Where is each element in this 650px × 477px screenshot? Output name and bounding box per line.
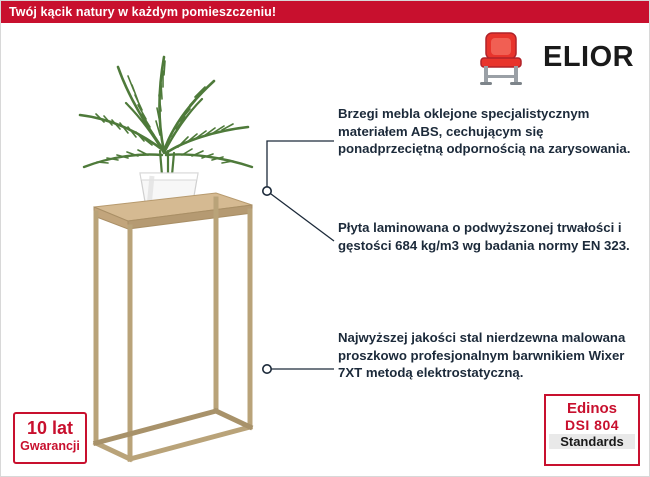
edinos-badge (544, 394, 640, 466)
guarantee-label: Gwarancji (20, 439, 80, 453)
brand-logo (473, 31, 641, 87)
red-chair-icon (473, 31, 535, 87)
note-laminated-board: Płyta laminowana o podwyższonej trwałości i gęstości 684 kg/m3 wg badania normy EN 323. (338, 220, 630, 253)
note-steel-frame: Najwyższej jakości stal nierdzewna malowana proszkowo profesjonalnym barwnikiem Wixer 7XT metodą elektrostatyczną. (338, 330, 626, 380)
plant-stand-illustration (56, 23, 306, 463)
guarantee-badge (13, 412, 87, 464)
edinos-standards-label: Standards (549, 434, 635, 449)
guarantee-years: 10 lat (26, 418, 74, 438)
note-abs-edges: Brzegi mebla oklejone specjalistycznym materiałem ABS, cechującym się ponadprzeciętną odpornością na zarysowania. (338, 106, 631, 156)
top-banner: Twój kącik natury w każdym pomieszczeniu! (1, 1, 650, 23)
stand-top-shelf (94, 193, 252, 229)
brand-name: ELIOR (543, 41, 635, 73)
metal-frame (96, 199, 250, 459)
edinos-dsi-code: DSI 804 (564, 417, 620, 433)
palm-plant (80, 57, 252, 175)
edinos-name: Edinos (566, 400, 617, 417)
